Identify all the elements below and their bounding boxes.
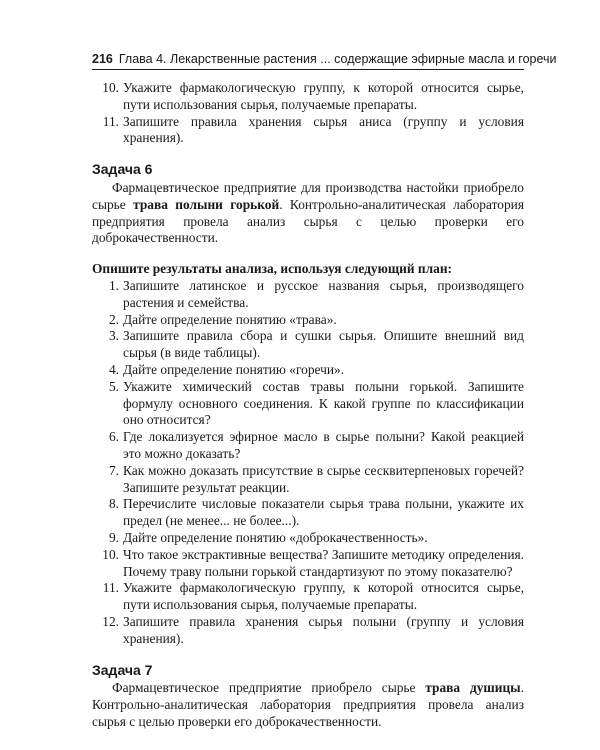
- list-item: 8. Перечислите числовые показатели сырья трава полыни, укажите их предел (не менее... не более...).: [108, 496, 524, 529]
- list-item: 10. Укажите фармакологическую группу, к которой относится сырье, пути использования сырья, получаемые препараты.: [102, 80, 524, 112]
- list-item: 9. Дайте определение понятию «доброкачественность».: [108, 529, 428, 545]
- chapter-title: Глава 4. Лекарственные растения ... содержащие эфирные масла и горечи: [118, 52, 557, 66]
- running-header: [92, 52, 557, 70]
- list-item: 5. Укажите химический состав травы полыни горькой. Запишите формулу основного соединения. К какой группе по классификации оно относится?: [108, 378, 524, 428]
- list-item: 11. Укажите фармакологическую группу, к которой относится сырье, пути использования сырья, получаемые препараты.: [102, 580, 524, 613]
- list-item: 12. Запишите правила хранения сырья полыни (группу и условия хранения).: [102, 613, 524, 646]
- task6-raw-material: трава полыни горькой: [133, 196, 280, 212]
- task6-title: Задача 6: [92, 161, 153, 178]
- task7-description: Фармацевтическое предприятие приобрело сырье трава душицы. Контрольно-аналитическая лаборатория предприятия провела анализ сырья с целью проверки его доброкачественности.: [92, 680, 524, 729]
- list-item: 6. Где локализуется эфирное масло в сырье полыни? Какой реакцией это можно доказать?: [108, 429, 524, 461]
- list-item: 3. Запишите правила сбора и сушки сырья. Опишите внешний вид сырья (в виде таблицы).: [108, 328, 524, 361]
- list-item: 4. Дайте определение понятию «горечи».: [108, 361, 345, 377]
- task6-plan-list: [92, 278, 524, 648]
- task7-title: Задача 7: [92, 661, 153, 678]
- plan-title: Опишите результаты анализа, используя следующий план:: [92, 261, 453, 277]
- list-item: 11. Запишите правила хранения сырья аниса (группу и условия хранения).: [102, 113, 524, 146]
- list-item: 7. Как можно доказать присутствие в сырье сесквитерпеновых горечей? Запишите результат реакции.: [108, 462, 524, 495]
- page-number: 216: [92, 52, 113, 66]
- task7-raw-material: трава душицы: [425, 680, 521, 696]
- top-question-list: [92, 80, 524, 147]
- task6-description: Фармацевтическое предприятие для производства настойки приобрело сырье трава полыни горькой. Контрольно-аналитическая лаборатория предприятия провела анализ сырья с целью проверки его доброкачественности.: [92, 179, 524, 246]
- list-item: 10. Что такое экстрактивные вещества? Запишите методику определения. Почему траву полыни горькой стандартизуют по этому показателю?: [102, 546, 524, 579]
- list-item: 1. Запишите латинское и русское названия сырья, производящего растения и семейства.: [108, 277, 524, 310]
- list-item: 2. Дайте определение понятию «трава».: [108, 311, 337, 327]
- page-content: [92, 80, 524, 731]
